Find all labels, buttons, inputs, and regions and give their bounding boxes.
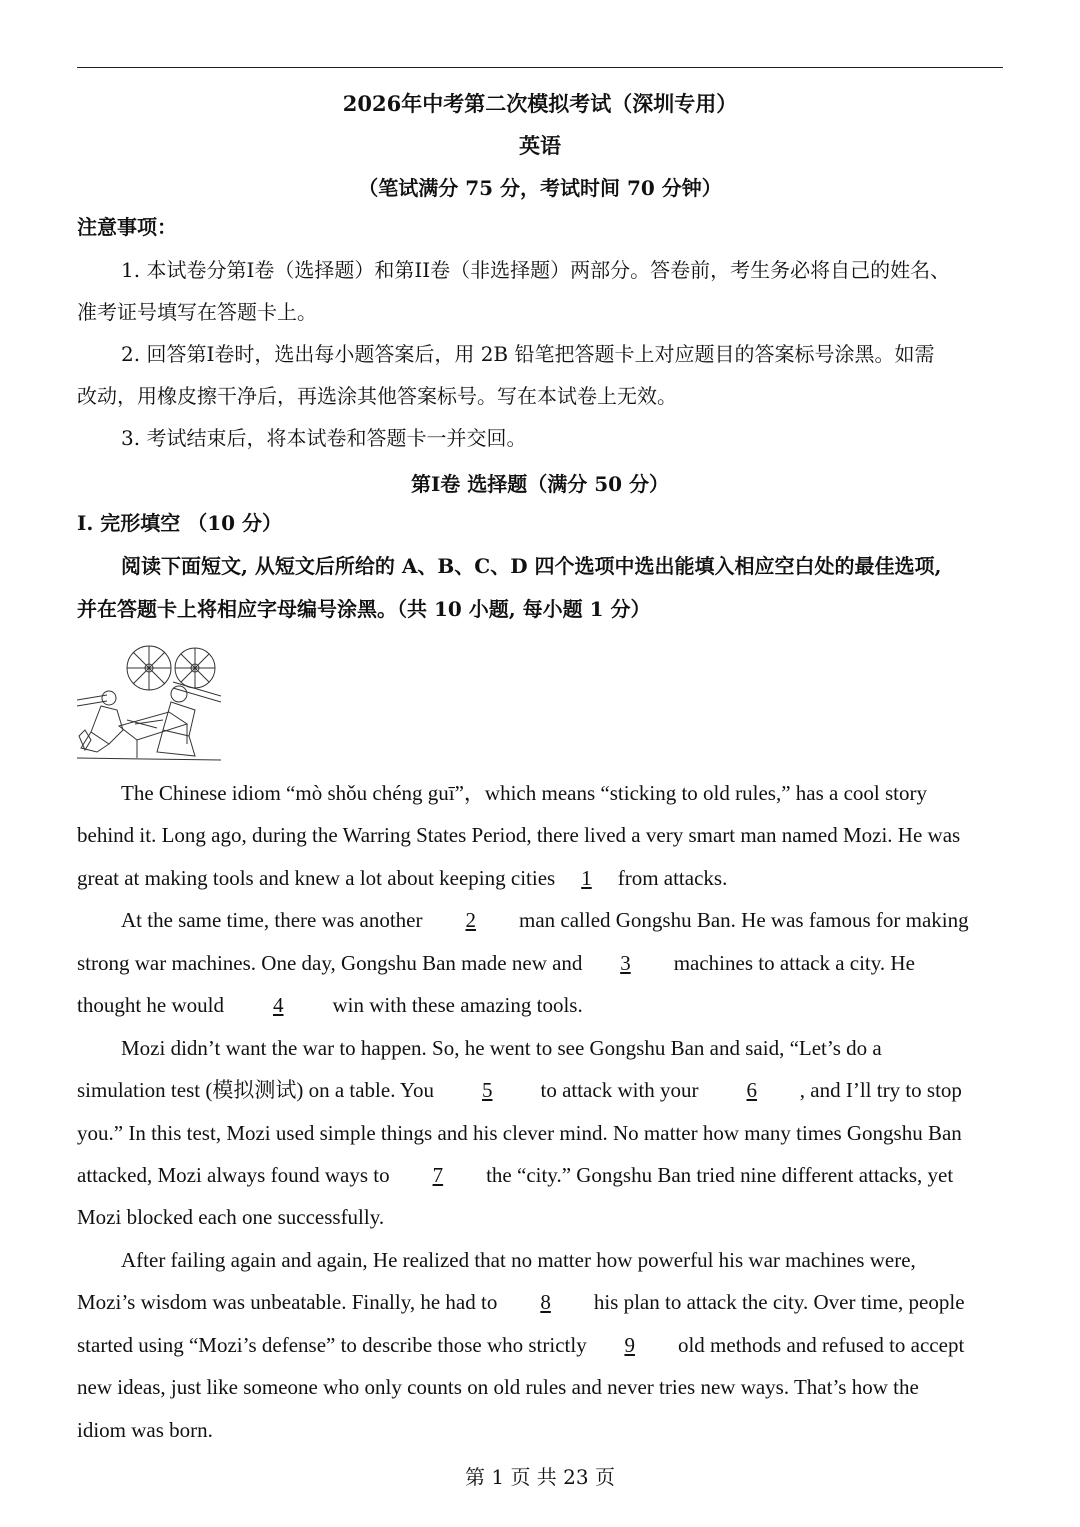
text-fragment: started using “Mozi’s defense” to describe those who strictly [77, 1333, 587, 1357]
passage-line-1: The Chinese idiom “mò shǒu chéng guī”，which means “sticking to old rules,” has a cool story [121, 781, 927, 805]
text-fragment: simulation test (模拟测试) on a table. You [77, 1078, 440, 1102]
text-fragment: to attack with your [535, 1078, 704, 1102]
passage-line-6 [77, 992, 583, 1018]
text-fragment: win with these amazing tools. [327, 993, 583, 1017]
passage-line-7: Mozi didn’t want the war to happen. So, he went to see Gongshu Ban and said, “Let’s do a [121, 1036, 882, 1060]
blank-1: 1 [581, 866, 592, 890]
text-fragment: strong war machines. One day, Gongshu Ban made new and [77, 951, 583, 975]
text-fragment: his plan to attack the city. Over time, people [588, 1290, 965, 1314]
passage-line-10 [77, 1162, 953, 1188]
passage-line-4 [121, 907, 969, 933]
passage-line-8 [77, 1077, 962, 1103]
blank-5: 5 [481, 1078, 493, 1102]
exam-title: 2026年中考第二次模拟考试（深圳专用） [342, 91, 738, 116]
text-fragment: Mozi’s wisdom was unbeatable. Finally, he had to [77, 1290, 503, 1314]
passage-line-3 [77, 865, 727, 891]
part1-heading: 第I卷 选择题（满分 50 分） [410, 472, 670, 496]
text-fragment: machines to attack a city. He [668, 951, 915, 975]
blank-3: 3 [620, 951, 631, 975]
passage-line-16: idiom was born. [77, 1418, 213, 1442]
text-fragment: , and I’ll try to stop [799, 1078, 962, 1102]
passage-line-12: After failing again and again, He realized that no matter how powerful his war machines were, [121, 1248, 916, 1272]
blank-8: 8 [540, 1290, 551, 1314]
page-footer: 第 1 页 共 23 页 [465, 1465, 615, 1489]
passage-line-11: Mozi blocked each one successfully. [77, 1205, 385, 1229]
section-title: I. 完形填空 （10 分） [77, 511, 283, 535]
text-fragment: old methods and refused to accept [672, 1333, 965, 1357]
text-fragment: from attacks. [612, 866, 728, 890]
blank-4: 4 [273, 993, 284, 1017]
subject-title: 英语 [519, 133, 561, 158]
passage-line-15: new ideas, just like someone who only counts on old rules and never tries new ways. That’s how the [77, 1375, 919, 1399]
text-fragment: attacked, Mozi always found ways to [77, 1163, 395, 1187]
exam-info: （笔试满分 75 分，考试时间 70 分钟） [358, 176, 722, 200]
text-fragment: thought he would [77, 993, 230, 1017]
instructions-a: 阅读下面短文, 从短文后所给的 A、B、C、D 四个选项中选出能填入相应空白处的最佳选项, [121, 554, 942, 578]
notice-item-3: 3. 考试结束后，将本试卷和答题卡一并交回。 [121, 426, 527, 450]
passage-line-14 [77, 1332, 964, 1358]
notice-item-2b: 改动，用橡皮擦干净后，再选涂其他答案标号。写在本试卷上无效。 [77, 384, 677, 408]
text-fragment: great at making tools and knew a lot about keeping cities [77, 866, 561, 890]
passage-line-9: you.” In this test, Mozi used simple things and his clever mind. No matter how many times Gongshu Ban [77, 1121, 962, 1145]
notice-item-1a: 1. 本试卷分第I卷（选择题）和第II卷（非选择题）两部分。答卷前，考生务必将自己的姓名、 [121, 258, 951, 282]
instructions-b: 并在答题卡上将相应字母编号涂黑。（共 10 小题, 每小题 1 分） [77, 597, 651, 621]
passage-line-2: behind it. Long ago, during the Warring States Period, there lived a very smart man named Mozi. He was [77, 823, 961, 847]
notice-heading: 注意事项： [77, 215, 177, 239]
text-fragment: man called Gongshu Ban. He was famous for making [513, 908, 969, 932]
text-fragment: At the same time, there was another [121, 908, 428, 932]
blank-6: 6 [746, 1078, 758, 1102]
blank-7: 7 [432, 1163, 444, 1187]
text-fragment: the “city.” Gongshu Ban tried nine different attacks, yet [480, 1163, 954, 1187]
blank-2: 2 [465, 908, 476, 932]
notice-item-1b: 准考证号填写在答题卡上。 [77, 300, 317, 324]
passage-line-5 [77, 950, 915, 976]
blank-9: 9 [624, 1333, 635, 1357]
mozi-illustration [77, 640, 221, 764]
header-rule [77, 67, 1003, 68]
notice-item-2a: 2. 回答第I卷时，选出每小题答案后，用 2B 铅笔把答题卡上对应题目的答案标号涂黑。如需 [121, 342, 935, 366]
passage-line-13 [77, 1289, 965, 1315]
